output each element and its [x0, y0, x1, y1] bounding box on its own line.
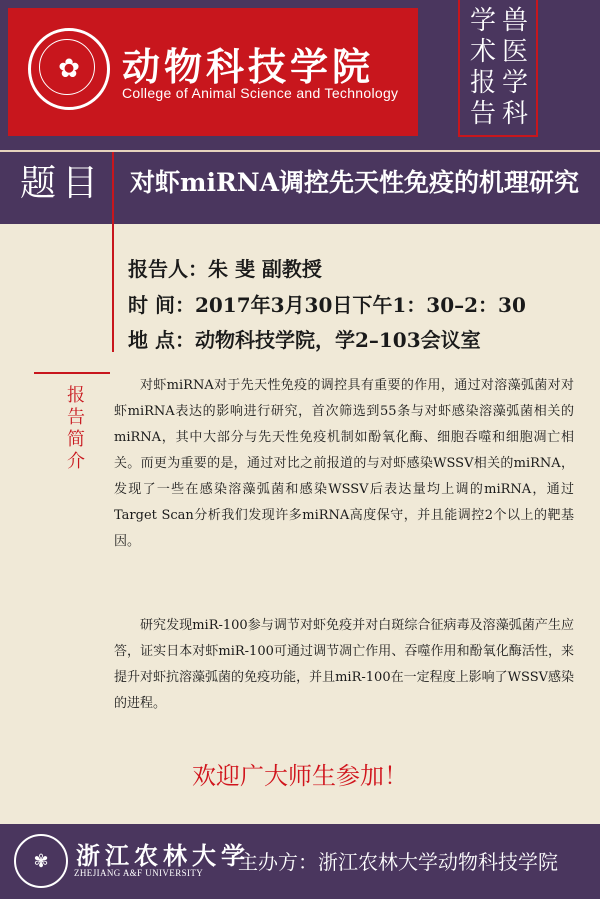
title-divider — [112, 152, 114, 352]
category-column-veterinary — [497, 6, 533, 130]
category-char: 告 — [469, 99, 496, 129]
abstract-paragraph-1 — [114, 373, 574, 555]
intro-label-char: 简 — [67, 429, 85, 450]
category-char: 医 — [501, 37, 528, 67]
category-char: 科 — [501, 99, 528, 129]
category-column-academic — [465, 6, 501, 130]
category-char: 学 — [501, 68, 528, 98]
abstract-paragraph-2 — [114, 613, 574, 717]
time-line: 时 间：2017年3月30日下午1：30–2：30 — [128, 293, 526, 317]
abstract-text-1: 对虾miRNA对于先天性免疫的调控具有重要的作用，通过对溶藻弧菌对对虾miRNA表达的影响进行研究，首次筛选到55条与对虾感染溶藻弧菌相关的miRNA，其中大部分与先天性免疫机制如酚氧化酶、细胞吞噬和细胞凋亡相关。而更为重要的是，通过对比之前报道的与对虾感染WSSV相关的miRNA，发现了一些在感染溶藻弧菌和感染WSSV后表达量均上调的miRNA，通过Target Scan分析我们发现许多miRNA高度保守，并且能调控2个以上的靶基因。 — [114, 378, 574, 549]
college-name-cn: 动物科技学院 — [122, 45, 375, 89]
intro-label — [62, 385, 90, 473]
category-char: 学 — [469, 6, 496, 36]
intro-label-char: 报 — [67, 385, 85, 406]
speaker-line: 报告人：朱 斐 副教授 — [128, 257, 322, 281]
place-line: 地 点：动物科技学院，学2–103会议室 — [128, 328, 481, 352]
category-char: 术 — [469, 37, 496, 67]
college-seal-icon — [28, 28, 110, 110]
host-organizer: 主办方：浙江农林大学动物科技学院 — [238, 850, 558, 874]
college-name-en: College of Animal Science and Technology — [122, 85, 399, 101]
category-char: 兽 — [501, 6, 528, 36]
intro-label-char: 介 — [67, 451, 85, 472]
university-seal-icon — [14, 834, 68, 888]
intro-divider — [34, 372, 110, 374]
university-name-en: ZHEJIANG A&F UNIVERSITY — [74, 868, 204, 878]
welcome-message: 欢迎广大师生参加！ — [192, 762, 408, 790]
college-seal-glyph: ✿ — [58, 54, 80, 84]
university-seal-glyph: ✾ — [33, 850, 49, 872]
talk-title: 对虾miRNA调控先天性免疫的机理研究 — [130, 168, 579, 197]
category-char: 报 — [469, 68, 496, 98]
abstract-text-2: 研究发现miR-100参与调节对虾免疫并对白斑综合征病毒及溶藻弧菌产生应答，证实日本对虾miR-100可通过调节凋亡作用、吞噬作用和酚氧化酶活性，来提升对虾抗溶藻弧菌的免疫功能，并且miR-100在一定程度上影响了WSSV感染的进程。 — [114, 618, 574, 711]
intro-label-char: 告 — [67, 407, 85, 428]
university-name-cn: 浙江农林大学 — [76, 841, 250, 870]
title-label: 题目 — [20, 163, 105, 204]
